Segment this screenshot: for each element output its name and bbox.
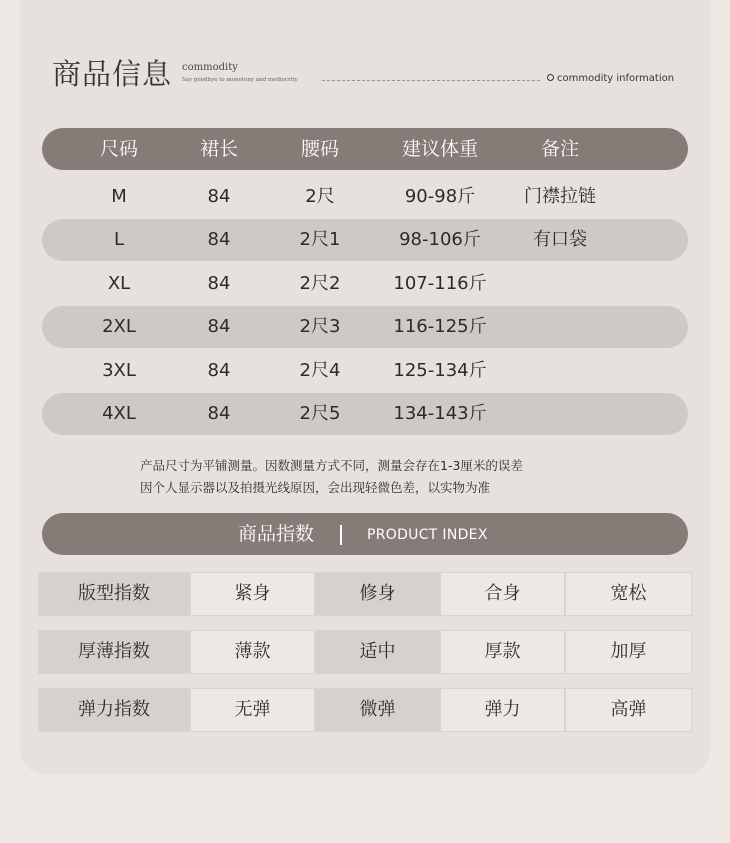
dashed-divider xyxy=(322,80,540,81)
index-option: 薄款 xyxy=(190,630,315,674)
cell-size: XL xyxy=(107,273,131,294)
page-title: 商品信息 xyxy=(52,57,173,91)
title-english: commodity xyxy=(182,62,238,73)
product-index-title: 商品指数 xyxy=(238,523,315,545)
cell-weight: 125-134斤 xyxy=(393,360,487,381)
cell-size: 2XL xyxy=(102,316,136,337)
index-option: 宽松 xyxy=(565,572,692,616)
index-option: 微弹 xyxy=(315,688,440,732)
cell-waist: 2尺5 xyxy=(299,403,341,424)
index-option: 弹力 xyxy=(440,688,565,732)
cell-size: L xyxy=(113,229,125,250)
info-label xyxy=(547,73,674,84)
thickness-index-label: 厚薄指数 xyxy=(38,630,190,674)
table-row xyxy=(42,176,688,218)
index-option: 适中 xyxy=(315,630,440,674)
circle-bullet-icon xyxy=(547,74,554,81)
cell-weight: 98-106斤 xyxy=(399,229,481,250)
index-option: 加厚 xyxy=(565,630,692,674)
thickness-index-row xyxy=(38,630,692,674)
index-option: 紧身 xyxy=(190,572,315,616)
elasticity-index-label: 弹力指数 xyxy=(38,688,190,732)
cell-size: 3XL xyxy=(102,360,136,381)
size-table-header xyxy=(42,128,688,170)
product-index-header xyxy=(42,513,688,555)
cell-weight: 90-98斤 xyxy=(404,186,476,207)
measurement-note: 产品尺寸为平铺测量。因数测量方式不同，测量会存在1-3厘米的误差 xyxy=(140,458,523,473)
index-option: 高弹 xyxy=(565,688,692,732)
cell-waist: 2尺 xyxy=(305,186,335,207)
table-row xyxy=(42,393,688,435)
cell-length: 84 xyxy=(207,360,231,381)
elasticity-index-row xyxy=(38,688,692,732)
cell-weight: 134-143斤 xyxy=(393,403,487,424)
table-row xyxy=(42,263,688,305)
header-cell-size: 尺码 xyxy=(99,138,138,160)
cell-remark: 有口袋 xyxy=(533,229,587,250)
title-subtitle: Say goodbye to monotony and mediocrity xyxy=(182,77,298,83)
cell-waist: 2尺3 xyxy=(299,316,341,337)
cell-waist: 2尺2 xyxy=(299,273,341,294)
info-label-text: commodity information xyxy=(557,73,675,84)
header-cell-waist: 腰码 xyxy=(300,138,339,160)
cell-remark: 门襟拉链 xyxy=(524,186,596,207)
cell-size: M xyxy=(111,186,127,207)
cell-remark xyxy=(512,350,608,392)
fit-index-label: 版型指数 xyxy=(38,572,190,616)
cell-waist: 2尺1 xyxy=(299,229,341,250)
index-option: 合身 xyxy=(440,572,565,616)
cell-weight: 107-116斤 xyxy=(393,273,487,294)
table-row xyxy=(42,306,688,348)
color-note: 因个人显示器以及拍摄光线原因，会出现轻微色差，以实物为准 xyxy=(140,480,491,495)
header-cell-remark: 备注 xyxy=(540,138,579,160)
cell-length: 84 xyxy=(207,186,231,207)
cell-length: 84 xyxy=(207,273,231,294)
cell-length: 84 xyxy=(207,229,231,250)
title-separator xyxy=(340,525,342,545)
index-option: 厚款 xyxy=(440,630,565,674)
table-row xyxy=(42,350,688,392)
cell-remark xyxy=(512,393,608,435)
cell-size: 4XL xyxy=(102,403,136,424)
index-option: 修身 xyxy=(315,572,440,616)
cell-waist: 2尺4 xyxy=(299,360,341,381)
fit-index-row xyxy=(38,572,692,616)
cell-remark xyxy=(512,306,608,348)
header-cell-weight: 建议体重 xyxy=(401,138,478,160)
header-cell-length: 裙长 xyxy=(199,138,238,160)
table-row xyxy=(42,219,688,261)
cell-remark xyxy=(512,263,608,305)
product-index-title-english: PRODUCT INDEX xyxy=(367,527,488,543)
cell-weight: 116-125斤 xyxy=(393,316,487,337)
cell-length: 84 xyxy=(207,403,231,424)
index-option: 无弹 xyxy=(190,688,315,732)
cell-length: 84 xyxy=(207,316,231,337)
